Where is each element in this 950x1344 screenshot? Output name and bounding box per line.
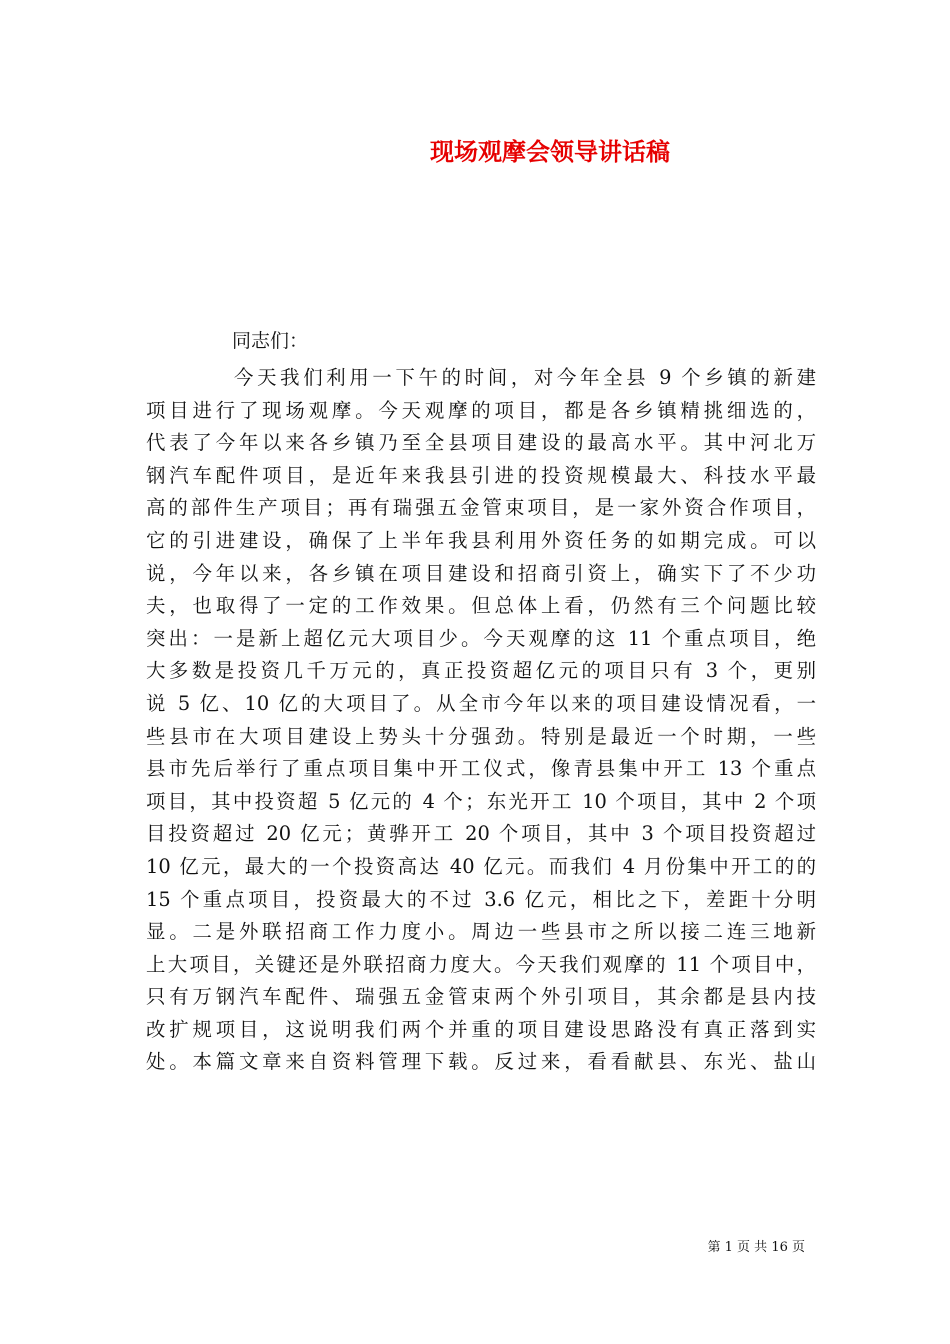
body-line: 代表了今年以来各乡镇乃至全县项目建设的最高水平。其中河北万	[146, 431, 816, 455]
body-line: 夫，也取得了一定的工作效果。但总体上看，仍然有三个问题比较	[146, 594, 816, 618]
body-line: 些县市在大项目建设上势头十分强劲。特别是最近一个时期，一些	[146, 724, 816, 748]
body-line: 它的引进建设，确保了上半年我县利用外资任务的如期完成。可以	[146, 528, 816, 552]
body-line: 10 亿元，最大的一个投资高达 40 亿元。而我们 4 月份集中开工的的	[146, 854, 816, 878]
body-line: 项目，其中投资超 5 亿元的 4 个；东光开工 10 个项目，其中 2 个项	[146, 789, 816, 813]
body-line: 上大项目，关键还是外联招商力度大。今天我们观摩的 11 个项目中，	[146, 952, 816, 976]
body-line: 只有万钢汽车配件、瑞强五金管束两个外引项目，其余都是县内技	[146, 985, 816, 1009]
body-line: 处。本篇文章来自资料管理下载。反过来，看看献县、东光、盐山	[146, 1050, 816, 1074]
body-line: 改扩规项目，这说明我们两个并重的项目建设思路没有真正落到实	[146, 1017, 816, 1041]
salutation: 同志们：	[232, 330, 309, 352]
body-line: 高的部件生产项目；再有瑞强五金管束项目，是一家外资合作项目，	[146, 496, 816, 520]
body-line: 说 5 亿、10 亿的大项目了。从全市今年以来的项目建设情况看，一	[146, 691, 816, 715]
body-line: 大多数是投资几千万元的，真正投资超亿元的项目只有 3 个，更别	[146, 659, 816, 683]
document-title: 现场观摩会领导讲话稿	[430, 137, 670, 166]
body-line: 15 个重点项目，投资最大的不过 3.6 亿元，相比之下，差距十分明	[146, 887, 816, 911]
body-line: 突出：一是新上超亿元大项目少。今天观摩的这 11 个重点项目，绝	[146, 626, 816, 650]
body-line: 钢汽车配件项目，是近年来我县引进的投资规模最大、科技水平最	[146, 463, 816, 487]
body-line: 说，今年以来，各乡镇在项目建设和招商引资上，确实下了不少功	[146, 561, 816, 585]
body-line: 项目进行了现场观摩。今天观摩的项目，都是各乡镇精挑细选的，	[146, 398, 816, 422]
body-text	[146, 362, 816, 1079]
body-line: 显。二是外联招商工作力度小。周边一些县市之所以接二连三地新	[146, 920, 816, 944]
body-line: 今天我们利用一下午的时间，对今年全县 9 个乡镇的新建	[234, 366, 816, 389]
page-footer: 第 1 页 共 16 页	[707, 1240, 805, 1255]
body-line: 县市先后举行了重点项目集中开工仪式，像青县集中开工 13 个重点	[146, 757, 816, 781]
body-line: 目投资超过 20 亿元；黄骅开工 20 个项目，其中 3 个项目投资超过	[146, 822, 816, 846]
